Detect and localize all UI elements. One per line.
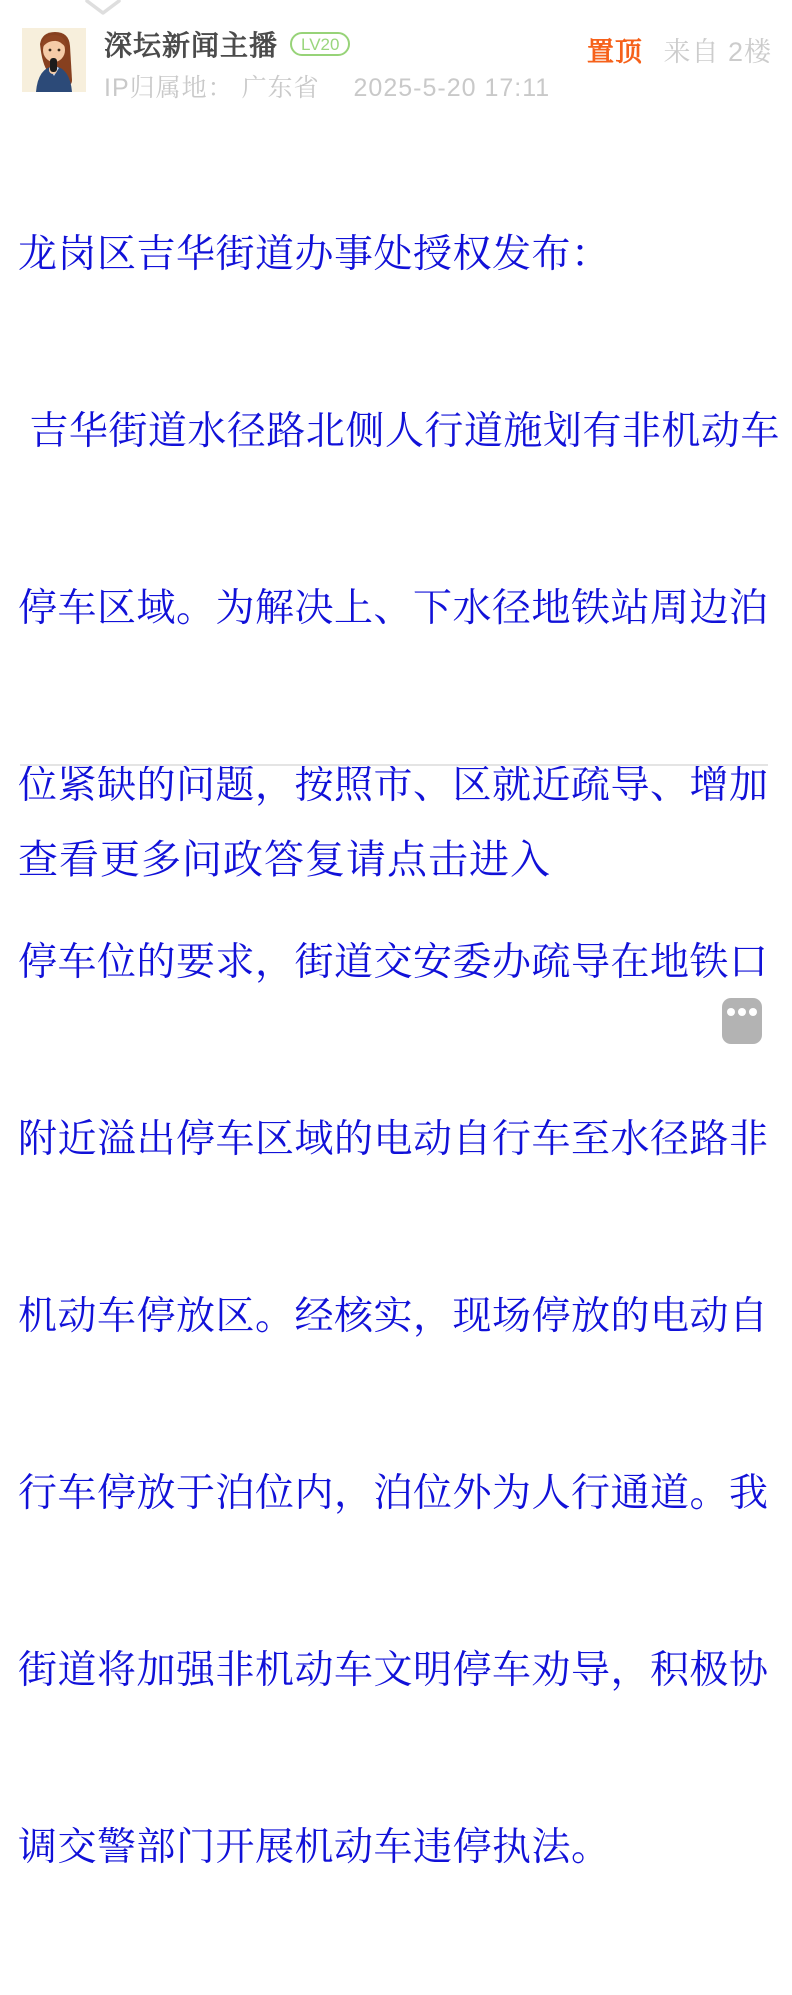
header-right [587,30,772,69]
chevron-down-icon[interactable] [84,0,122,15]
post-text-line: 龙岗区吉华街道办事处授权发布： [18,233,611,276]
divider [20,764,768,766]
more-options-button[interactable] [722,998,762,1044]
floor-label: 来自 2楼 [663,37,772,67]
post-text-line: 位紧缺的问题，按照市、区就近疏导、增加 [18,764,769,807]
user-block [104,28,550,104]
ellipsis-icon [727,1008,735,1016]
post-text-line: 附近溢出停车区域的电动自行车至水径路非 [18,1118,769,1161]
timestamp: 2025-5-20 17:11 [353,74,551,102]
post-text-line: 调交警部门开展机动车违停执法。 [18,1826,611,1869]
username[interactable]: 深坛新闻主播 [104,30,279,61]
more-replies-link[interactable]: 查看更多问政答复请点击进入 [18,838,551,882]
post-text-line: 停车位的要求，街道交安委办疏导在地铁口 [18,941,769,984]
ip-location: IP归属地： 广东省 [104,74,320,102]
post-text-line: 停车区域。为解决上、下水径地铁站周边泊 [18,587,769,630]
post-text-line: 街道将加强非机动车文明停车劝导，积极协 [18,1649,769,1692]
post-text-line: 吉华街道水径路北侧人行道施划有非机动车 [18,410,780,453]
avatar[interactable] [22,28,86,92]
post-meta [104,68,550,104]
post-text-line: 行车停放于泊位内，泊位外为人行通道。我 [18,1472,769,1515]
post-body [18,107,778,1995]
pinned-badge: 置顶 [586,37,643,67]
post-text-line: 机动车停放区。经核实，现场停放的电动自 [18,1295,769,1338]
level-badge: LV20 [290,32,350,56]
